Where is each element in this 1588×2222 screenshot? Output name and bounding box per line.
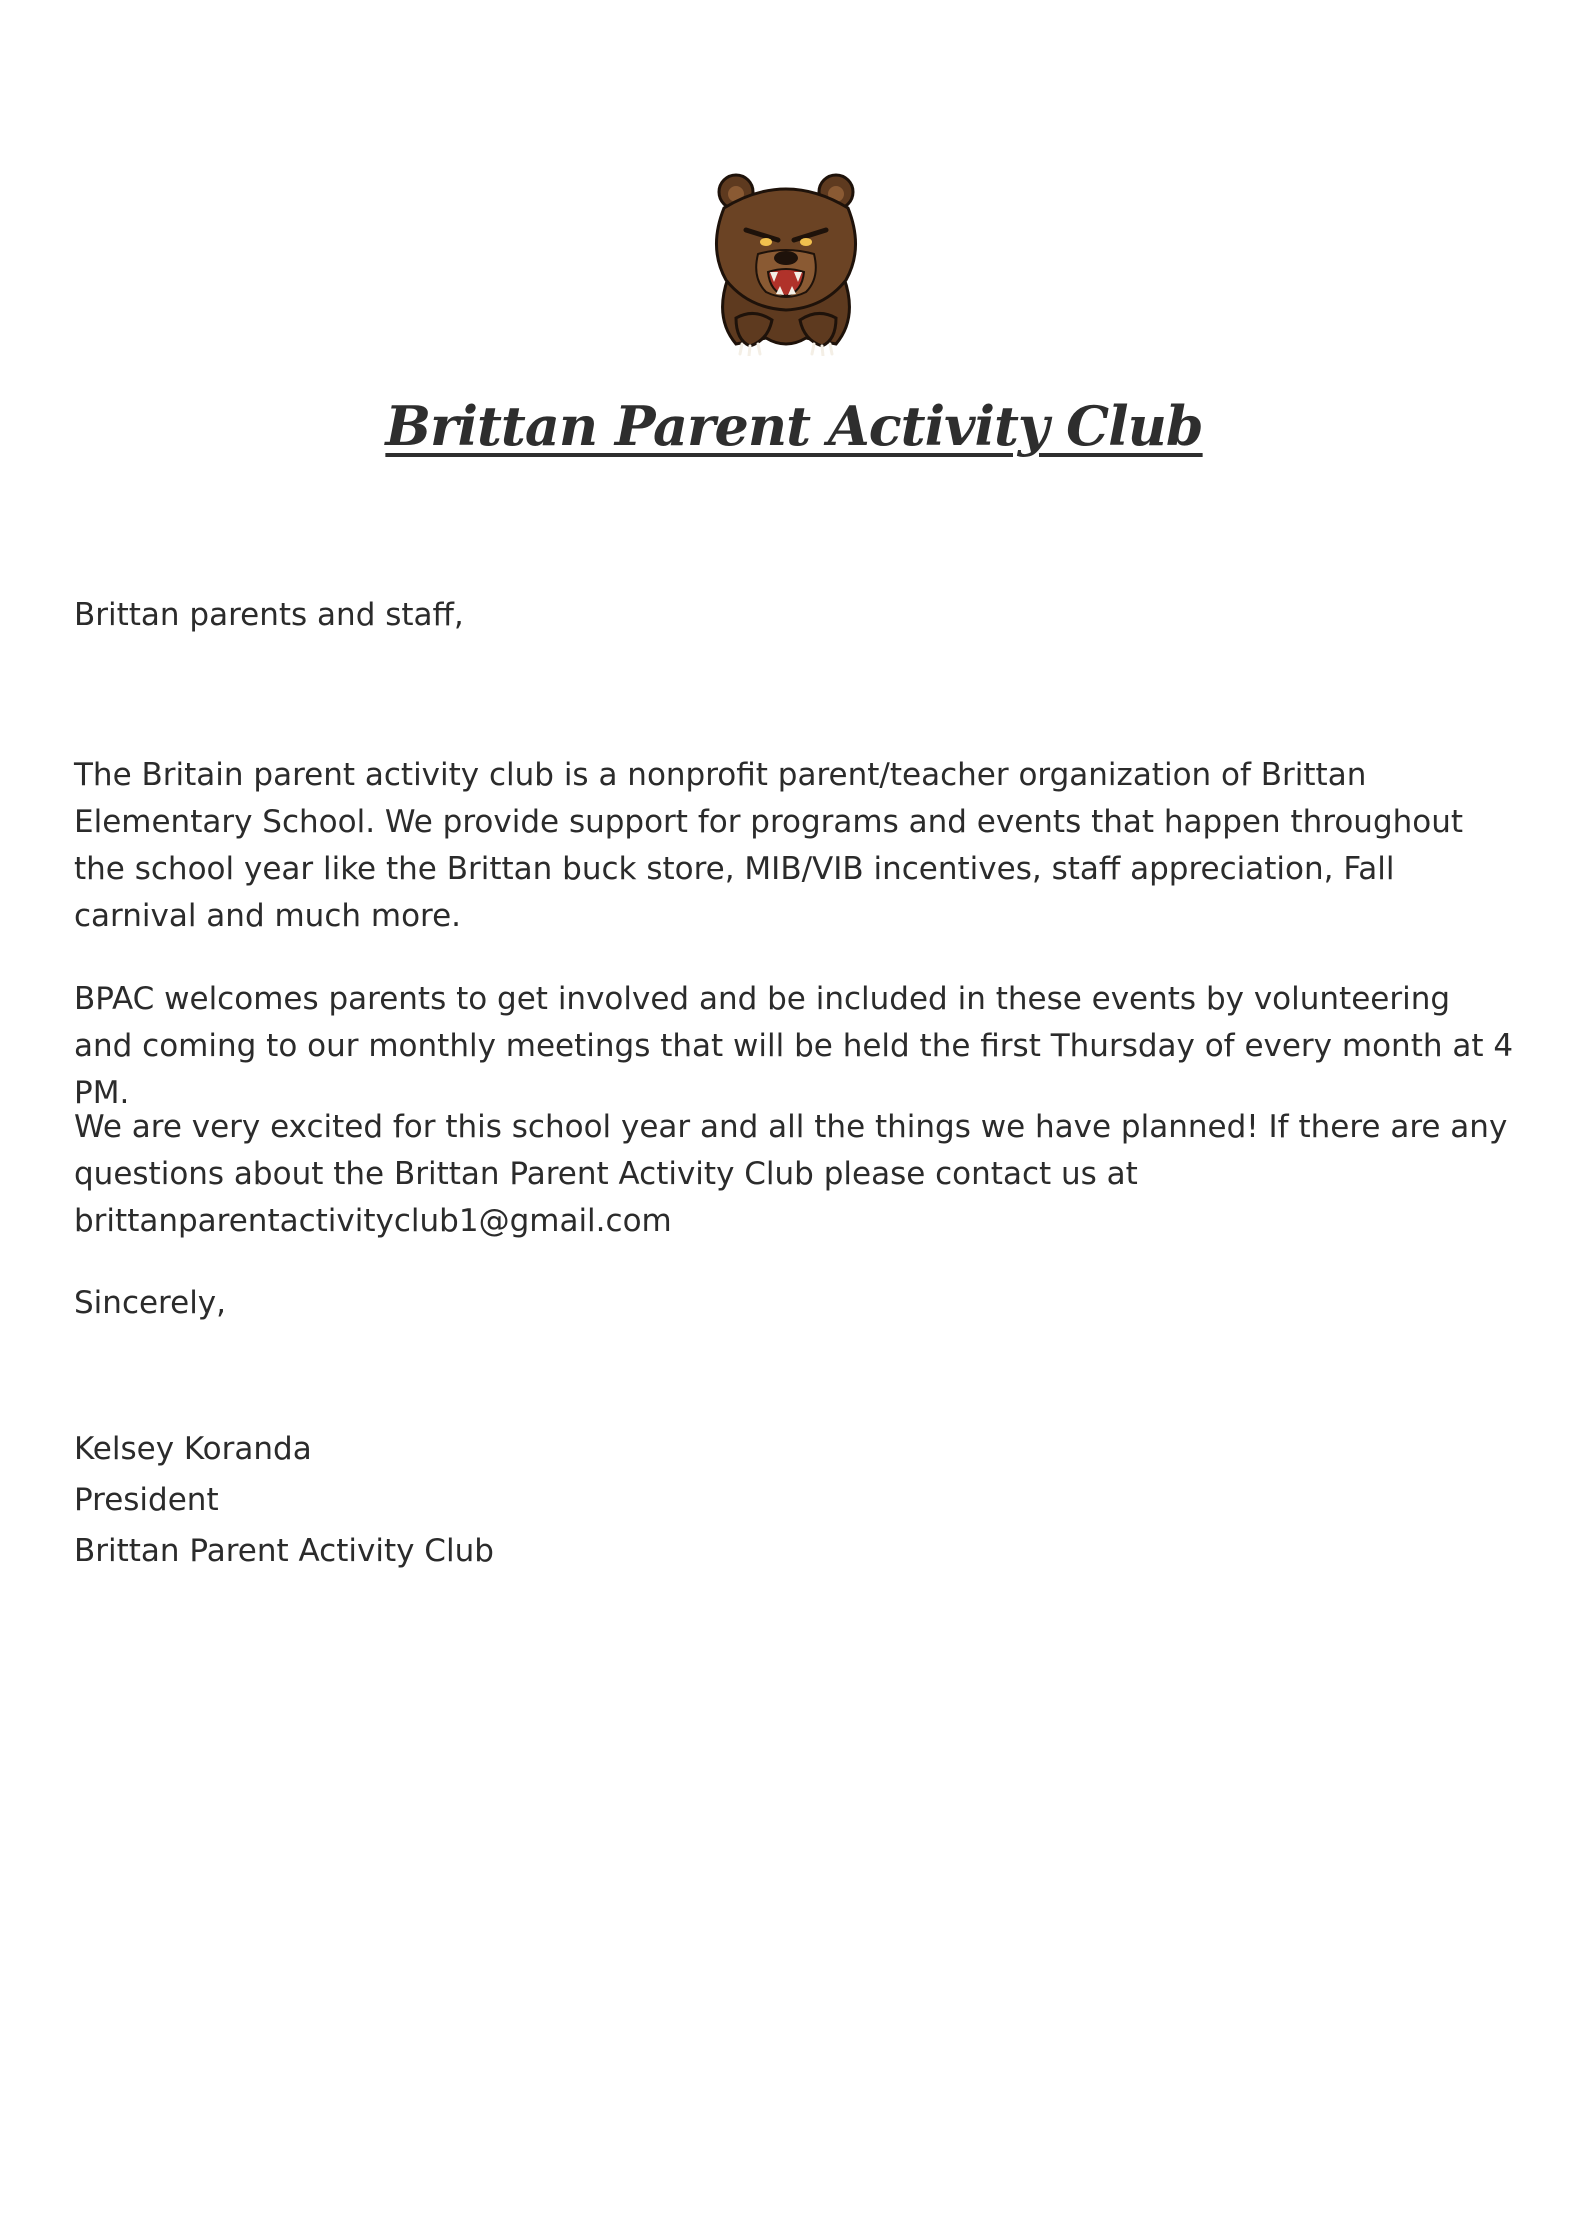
- letter-title: [0, 388, 1588, 464]
- bear-mascot-icon: [706, 168, 866, 356]
- letter-title-text: Brittan Parent Activity Club: [385, 394, 1203, 458]
- letter-paragraph-contact: We are very excited for this school year and all the things we have planned! If there are any questions about the Brittan Parent Activity Club please contact us at brittanparentactivityclub1@gmail.com: [74, 1109, 1508, 1239]
- signature-name: Kelsey Koranda: [74, 1431, 312, 1467]
- letter-paragraph-meetings: BPAC welcomes parents to get involved and be included in these events by volunteering and coming to our monthly meetings that will be held the first Thursday of every month at 4 PM.: [74, 981, 1514, 1111]
- signature-role: President: [74, 1482, 219, 1518]
- letter-paragraph-intro: The Britain parent activity club is a nonprofit parent/teacher organization of Brittan Elementary School. We provide support for programs and events that happen throughout the school year like the Brittan buck store, MIB/VIB incentives, staff appreciation, Fall carnival and much more.: [74, 757, 1464, 934]
- letter-greeting: Brittan parents and staff,: [74, 597, 464, 633]
- signature-organization: Brittan Parent Activity Club: [74, 1533, 494, 1569]
- letter-closing: Sincerely,: [74, 1285, 227, 1321]
